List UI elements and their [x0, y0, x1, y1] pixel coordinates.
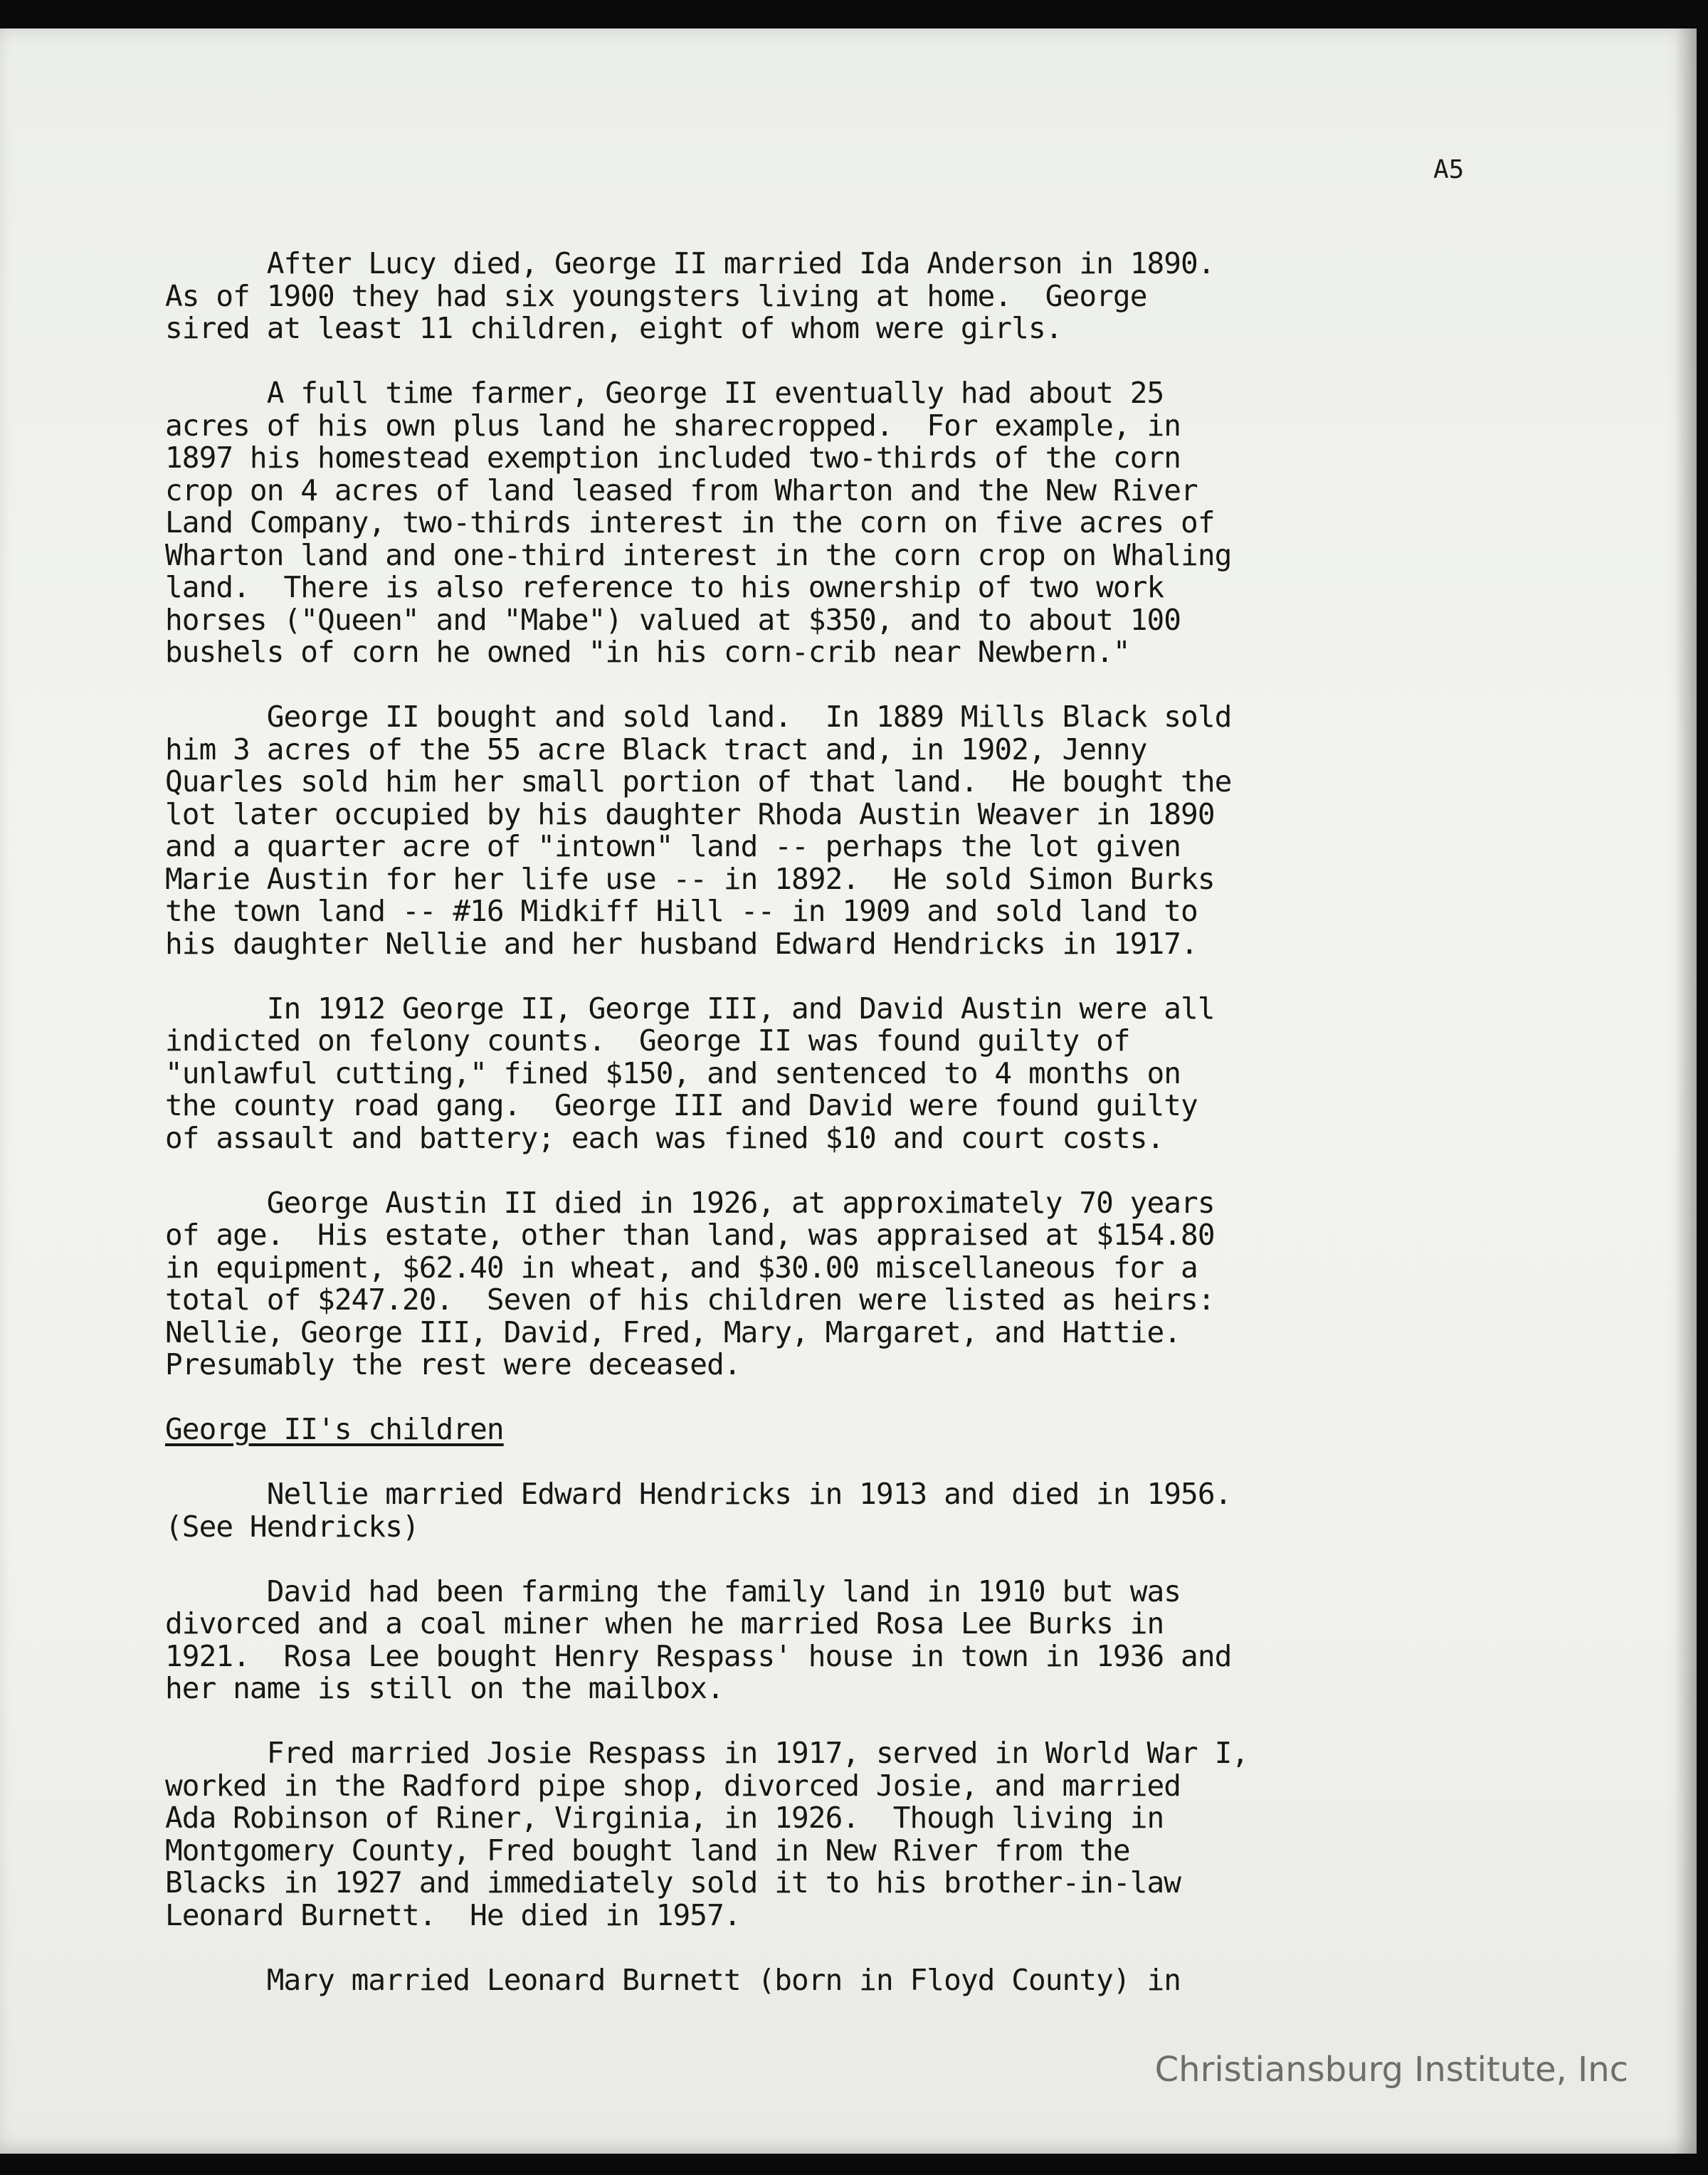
paragraph-bought-and-sold-land: George II bought and sold land. In 1889 Mills Black sold him 3 acres of the 55 acre Black tract and, in 1902, Jenny Quarles sold him her small portion of that land. He bought the lot later occupied by his daughter Rhoda Austin Weaver in 1890 and a quarter acre of "intown" land -- perhaps the lot given Marie Austin for her life use -- in 1892. He sold Simon Burks the town land -- #16 Midkiff Hill -- in 1909 and sold land to his daughter Nellie and her husband Edward Hendricks in 1917. — [165, 700, 1232, 961]
watermark-text: Christiansburg Institute, Inc — [1154, 2050, 1628, 2090]
page-number: A5 — [1433, 155, 1465, 184]
paragraph-indicted-1912: In 1912 George II, George III, and David Austin were all indicted on felony counts. George II was found guilty of "unlawful cutting," fined $150, and sentenced to 4 months on the county road gang. George III and David were found guilty of assault and battery; each was fined $10 and court costs. — [165, 991, 1215, 1155]
paragraph-lucy-died: After Lucy died, George II married Ida Anderson in 1890. As of 1900 they had six youngsters living at home. George sired at least 11 children, eight of whom were girls. — [165, 246, 1215, 345]
paragraph-full-time-farmer: A full time farmer, George II eventually had about 25 acres of his own plus land he sharecropped. For example, in 1897 his homestead exemption included two-thirds of the corn crop on 4 acres of land leased from Wharton and the New River Land Company, two-thirds interest in the corn on five acres of Wharton land and one-third interest in the corn crop on Whaling land. There is also reference to his ownership of two work horses ("Queen" and "Mabe") valued at $350, and to about 100 bushels of corn he owned "in his corn-crib near Newbern." — [165, 376, 1232, 669]
paragraph-mary: Mary married Leonard Burnett (born in Floyd County) in — [165, 1962, 1181, 1997]
document-page — [0, 28, 1697, 2154]
paragraph-david: David had been farming the family land in 1910 but was divorced and a coal miner when he married Rosa Lee Burks in 1921. Rosa Lee bought Henry Respass' house in town in 1936 and her name is still on the mailbox. — [165, 1574, 1232, 1705]
page-shadow-edge — [1675, 28, 1697, 2154]
paragraph-nellie: Nellie married Edward Hendricks in 1913 and died in 1956. (See Hendricks) — [165, 1477, 1232, 1544]
document-body — [165, 248, 1489, 1996]
paragraph-death-1926: George Austin II died in 1926, at approximately 70 years of age. His estate, other than land, was appraised at $154.80 in equipment, $62.40 in wheat, and $30.00 miscellaneous for a total of $247.20. Seven of his children were listed as heirs: Nellie, George III, David, Fred, Mary, Margaret, and Hattie. Presumably the rest were deceased. — [165, 1185, 1215, 1381]
paragraph-fred: Fred married Josie Respass in 1917, served in World War I, worked in the Radford pipe shop, divorced Josie, and married Ada Robinson of Riner, Virginia, in 1926. Though living in Montgomery County, Fred bought land in New River from the Blacks in 1927 and immediately sold it to his brother-in-law Leonard Burnett. He died in 1957. — [165, 1736, 1249, 1932]
section-heading-children: George II's children — [165, 1412, 504, 1446]
